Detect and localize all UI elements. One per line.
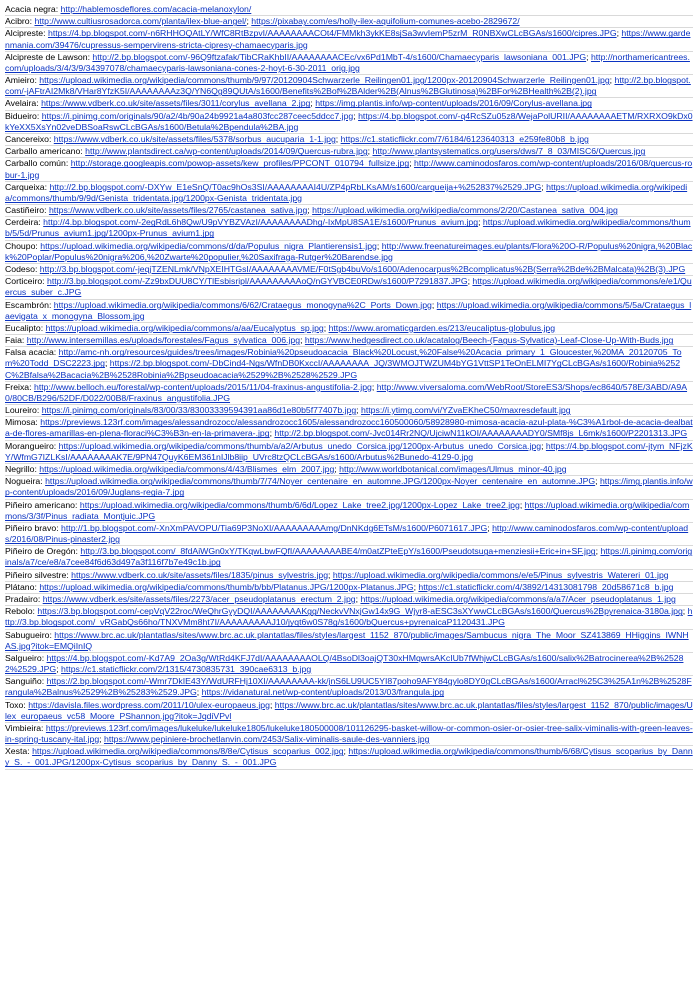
link-separator: ; (355, 594, 361, 605)
image-link[interactable]: https://upload.wikimedia.org/wikipedia/commons/e/e5/Pinus_sylvestris_Watereri_01.jpg (332, 569, 669, 580)
link-separator: ; (335, 134, 341, 145)
species-name: Codeso: (5, 264, 38, 275)
image-link[interactable]: https://4.bp.blogspot.com/-q4RcSZu05z8/WejaPolURII/AAAAAAAAETM/RXRXO9kDx0kYeXX5XsYn02veDBSoaRswCLcBGAs/s1600/Betula%2Bpendula%2BA.jpg (5, 110, 693, 132)
species-name: Avelaira: (5, 98, 39, 109)
link-separator: ; (595, 546, 601, 557)
link-group (5, 746, 693, 767)
image-link[interactable]: https://upload.wikimedia.org/wikipedia/commons/e/e1/Quercus_suber_c.JPG (5, 276, 692, 298)
link-group (40, 264, 685, 274)
link-group (5, 347, 682, 379)
link-separator: ; (323, 322, 329, 333)
link-separator: ; (56, 664, 62, 675)
species-name: Acacia negra: (5, 4, 59, 14)
species-name: Nogueira: (5, 476, 43, 487)
image-link[interactable]: http://storage.googleapis.com/powop-assets/kew_profiles/PPCONT_010794_fullsize.jpg (70, 158, 410, 169)
link-group (27, 335, 674, 345)
link-group (5, 500, 689, 521)
image-link[interactable]: http://2.bp.blogspot.com/-jAFtrAI2Mk8/VHar8YfzK5I/AAAAAAAAz3Q/YN6Qg89QUtA/s1600/Benefits%2Bof%2BAlder%2B(Alnus%2BGlutinosa)%2BFor%2BHealth%2B(2).jpg (5, 75, 691, 97)
list-item (5, 441, 693, 464)
image-link[interactable]: https://upload.wikimedia.org/wikipedia/commons/4/43/Blismes_elm_2007.jpg (39, 464, 335, 475)
species-name: Sabugueiro: (5, 629, 52, 640)
link-separator: ; (376, 240, 382, 251)
species-name: Bidueiro: (5, 110, 40, 121)
link-separator: ; (246, 16, 252, 27)
image-link[interactable]: https://c1.staticflickr.com/7/6184/6123640313_e259fe80b8_b.jpg (340, 134, 589, 145)
link-group (5, 241, 692, 262)
list-item (5, 323, 693, 335)
list-item (5, 700, 693, 723)
species-name: Piñeiro bravo: (5, 522, 59, 533)
link-separator: ; (328, 569, 333, 580)
species-name: Rebolo: (5, 606, 35, 617)
link-separator: ; (682, 606, 688, 617)
link-separator: ; (478, 217, 483, 228)
image-link[interactable]: http://2.bp.blogspot.com/-Jvc014Rr2NQ/UjciwN11kOI/AAAAAAAADY0/SMf8js_L6mk/s1600/P2201313.JPG (274, 428, 688, 439)
image-link[interactable]: https://www.gardenmania.com/39476/cupressus-sempervirens-stricta-cipresy-chamaecyparis.jpg (5, 28, 691, 50)
link-separator: ; (269, 428, 275, 439)
list-item (5, 134, 693, 146)
list-item (5, 300, 693, 323)
image-link[interactable]: https://upload.wikimedia.org/wikipedia/commons/thumb/5/5d/Prunus_avium1.jpg/1200px-Prunus_avium1.jpg (5, 217, 691, 239)
image-link[interactable]: https://www.brc.ac.uk/plantatlas/sites/www.brc.ac.uk.plantatlas/files/styles/largest_1152_870/public/images/Ulex_europaeus_vc58_Moore_PShannon.jpg?itok=JqdiVPvl (5, 699, 693, 721)
link-group (61, 4, 252, 14)
image-link[interactable]: https://img.plantis.info/wp-content/uploads/2016/09/Juglans-regia-7.jpg (5, 476, 693, 498)
image-link[interactable]: http://2.bp.blogspot.com/-96Q9ftzafak/TibCRaKhbII/AAAAAAAACEc/vx6Pd1MbT-4/s1600/Chamaecyparis_lawsoniana_001.JPG (92, 51, 587, 62)
link-group (5, 75, 691, 96)
link-separator: ; (616, 28, 622, 39)
image-link[interactable]: https://upload.wikimedia.org/wikipedia/commons/a/a7/Acer_pseudoplatanus_1.jpg (360, 594, 676, 605)
image-link[interactable]: http://2.bp.blogspot.com/-DXYw_E1eSnQ/T0ac9hOs3SI/AAAAAAAAI4U/ZP4pRbLKsAM/s1600/carqueija+%252837%2529.JPG (49, 181, 542, 192)
image-link[interactable]: https://upload.wikimedia.org/wikipedia/commons/thumb/9/97/20120904Schwarzerle_Reilingen01.jpg/1200px-20120904Schwarzerle_Reilingen01.jpg (39, 75, 610, 86)
link-group (5, 28, 690, 49)
link-separator: ; (343, 746, 349, 757)
species-name: Castiñeiro: (5, 205, 47, 216)
link-group (85, 146, 645, 156)
list-item (5, 205, 693, 217)
list-item (5, 264, 693, 276)
link-group (5, 606, 692, 627)
link-separator: ; (356, 405, 361, 416)
species-name: Plátano: (5, 581, 37, 592)
link-group (5, 111, 693, 132)
species-name: Vimbieira: (5, 722, 44, 733)
species-name: Escambrón: (5, 299, 52, 310)
image-link[interactable]: https://www.vdberk.co.uk/site/assets/files/2765/castanea_sativa.jpg (48, 205, 308, 216)
link-group (5, 276, 692, 297)
list-item (5, 335, 693, 347)
image-link[interactable]: https://vidanatural.net/wp-content/uploads/2013/03/frangula.jpg (201, 687, 445, 698)
species-name: Mimosa: (5, 417, 38, 428)
list-item (5, 523, 693, 546)
link-group (34, 16, 519, 26)
link-list-document (5, 4, 693, 770)
image-link[interactable]: https://2.bp.blogspot.com/-Wmr7DkIE43Y/WdURFHj10XI/AAAAAAAA-kk/jnS6LU9UC5YI87poho9AFY84gylo8DY0gCLcBGAs/s1600/Arracl%25C3%25A1n%2B%2528Frangula%2Balnus%2529%2B%25283%2529.JPG (5, 676, 692, 698)
image-link[interactable]: https://www.vdberk.es/site/assets/files/2273/acer_pseudoplatanus_erectum_2.jpg (42, 594, 356, 605)
image-link[interactable]: https://upload.wikimedia.org/wikipedia/commons/thumb/6/6d/Lopez_Lake_tree2.jpg/1200px-Lopez_Lake_tree2.jpg (79, 499, 520, 510)
species-name: Faia: (5, 335, 25, 346)
species-name: Toxo: (5, 699, 26, 710)
link-group (5, 546, 692, 567)
link-group (5, 653, 683, 674)
link-separator: ; (196, 687, 202, 698)
image-link[interactable]: http://3.bp.blogspot.com/-jeqjTZENLmk/VNpXEIHTGsI/AAAAAAAAVME/F0tSgb4buVo/s1600/Adenocarpus%2Bcomplicatus%2B(Serra%2Bde%2BMalcata)%2B(3).JPG (39, 264, 686, 275)
list-item (5, 217, 693, 240)
species-name: Corticeiro: (5, 276, 45, 287)
link-group (39, 582, 673, 592)
list-item (5, 347, 693, 381)
link-group (5, 182, 687, 203)
link-separator: ; (300, 335, 305, 346)
image-link[interactable]: http://3.bp.blogspot.com/_8fdAiWGn0xY/TKqwLbwFQfI/AAAAAAAABE4/m0atZPteEpY/s1600/Pseudotsuga+menziesii+Eric+in+SF.jpg (80, 546, 596, 557)
image-link[interactable]: https://upload.wikimedia.org/wikipedia/commons/thumb/a/a2/Arbutus_unedo_Corsica.jpg/1200px-Arbutus_unedo_Corsica.jpg (58, 440, 542, 451)
image-link[interactable]: https://i.pinimg.com/originals/90/a2/4b/90a24b9921a4a803fcc287ceec5ddcc7.jpg (41, 110, 354, 121)
image-link[interactable]: https://www.hedgesdirect.co.uk/acatalog/Beech-(Fagus-Sylvatica)-Leaf-Close-Up-With-Buds.jpg (304, 335, 674, 346)
link-group (42, 405, 571, 415)
image-link[interactable]: http://www.caminodosfaros.com/wp-content/uploads/2016/08/Pinus-pinaster2.jpg (5, 522, 689, 545)
link-separator: ; (334, 464, 340, 475)
list-item (5, 594, 693, 606)
list-item (5, 723, 693, 746)
species-name: Carqueixa: (5, 181, 48, 192)
species-name: Piñeiro silvestre: (5, 569, 69, 580)
species-name: Pradairo: (5, 594, 41, 605)
image-link[interactable]: https://i.pinimg.com/originals/83/00/33/83003339594391aa86d1e80b5f77407b.jpg (41, 405, 357, 416)
image-link[interactable]: https://4.bp.blogspot.com/-Kd7A9_2Oa3g/WtRd4KFJ7dI/AAAAAAAAOLQ/4BsoDl3oajQT30xHMqwrsAKcIUb7fWhjwCLcBGAs/s1600/salix%2Batrocinerea%2B%25282%2529.JPG (5, 652, 684, 675)
image-link[interactable]: https://www.pepiniere-brochetlanvin.com/2453/Salix-viminalis-saule-des-vanniers.jpg (103, 734, 430, 745)
list-item (5, 746, 693, 769)
image-link[interactable]: http://3.bp.blogspot.com/-Zz9bxDUU8CY/TlEsbisripl/AAAAAAAAAoQ/nGYVBCE0RDw/s1600/P7291837.JPG (47, 276, 468, 287)
link-group (5, 441, 693, 462)
link-group (54, 134, 589, 144)
list-item (5, 653, 693, 676)
list-item (5, 111, 693, 134)
image-link[interactable]: https://upload.wikimedia.org/wikipedia/commons/6/62/Crataegus_monogyna%2C_Ports_Down.jpg (53, 299, 432, 310)
image-link[interactable]: http://www.plantsdirect.ca/wp-content/uploads/2014/09/Quercus-rubra.jpg (85, 146, 368, 157)
image-link[interactable]: http://www.intersemillas.es/uploads/forestales/Fagus_sylvatica_006.jpg (26, 335, 301, 346)
link-separator: ; (609, 75, 615, 86)
image-link[interactable]: http://hablemosdeflores.com/acacia-melanoxylon/ (60, 4, 252, 14)
link-separator: ; (307, 205, 313, 216)
link-group (5, 723, 693, 744)
list-item (5, 158, 693, 181)
list-item (5, 52, 693, 75)
list-item (5, 546, 693, 569)
species-name: Choupo: (5, 240, 38, 251)
image-link[interactable]: https://www.vdberk.co.uk/site/assets/files/5378/sorbus_aucuparia_1-1.jpg (53, 134, 336, 145)
list-item (5, 500, 693, 523)
image-link[interactable]: https://upload.wikimedia.org/wikipedia/commons/8/8e/Cytisus_scoparius_002.jpg (32, 746, 344, 757)
image-link[interactable]: https://upload.wikimedia.org/wikipedia/commons/d/da/Populus_nigra_Plantierensis1.jpg (40, 240, 377, 251)
list-item (5, 382, 693, 405)
image-link[interactable]: https://i.pinimg.com/originals/a7/ce/e8/a7cee84f6d63d497a3f116f7b7e49c1b.jpg (5, 546, 693, 568)
image-link[interactable]: http://northamericantrees.com/uploads/3/4/3/9/34397078/chamaecyparis-lawsoniana-cones-2-hoyt-6-30-2011_orig.jpg (5, 51, 690, 73)
species-name: Falsa acacia: (5, 347, 57, 358)
link-separator: ; (99, 734, 104, 745)
species-name: Amieiro: (5, 75, 37, 86)
link-separator: ; (431, 299, 437, 310)
link-separator: ; (409, 158, 415, 169)
species-name: Alcipreste: (5, 28, 46, 39)
link-separator: ; (413, 581, 419, 592)
link-group (5, 417, 693, 438)
image-link[interactable]: https://upload.wikimedia.org/wikipedia/commons/3/3f/Pinus_radiata_Montjuic.JPG (5, 499, 690, 521)
species-name: Xesta: (5, 746, 30, 757)
image-link[interactable]: http://1.bp.blogspot.com/-XnXmPAVOPU/Tia69P3NoXI/AAAAAAAAAmg/DnNKdg6ETsM/s1600/P6071617.JPG (61, 522, 488, 533)
image-link[interactable]: https://www.vdberk.co.uk/site/assets/files/3011/corylus_avellana_2.jpg (41, 98, 311, 109)
link-separator: ; (353, 110, 359, 121)
image-link[interactable]: https://3.bp.blogspot.com/-cepVqV22roc/WeQhrGyyDQI/AAAAAAAAKgg/NeckvVNxjGw14x9G_Wjyr8-aESC3sXYwwCLcBGAs/s1600/Quercus%2Bpyrenaica-3180a.jpg (37, 606, 683, 617)
image-link[interactable]: http://amc-nh.org/resources/guides/trees/images/Robinia%20pseudoacacia_Black%20Locust,%20False%20Acacia_primary_1_Gloucester,%20MA_20120705_Tom%20Todd_DSC2223.jpg (5, 347, 682, 369)
list-item (5, 405, 693, 417)
image-link[interactable]: https://upload.wikimedia.org/wikipedia/commons/thumb/9/9d/Genista_tridentata.jpg/1200px-Genista_tridentata.jpg (5, 181, 688, 203)
image-link[interactable]: http://www.freenatureimages.eu/plants/Flora%20O-R/Populus%20nigra,%20Black%20Poplar/Populus%20nigra%206,%20Zwarte%20populier,%20Saxifraga-Rutger%20Barendse.jpg (5, 240, 693, 262)
link-separator: ; (371, 381, 377, 392)
link-group (5, 217, 691, 238)
image-link[interactable]: https://upload.wikimedia.org/wikipedia/commons/5/5a/Crataegus_laevigata_x_monogyna_Blossom.jpg (5, 299, 692, 321)
link-group (5, 700, 693, 721)
image-link[interactable]: https://img.plantis.info/wp-content/uploads/2016/09/Corylus-avellana.jpg (315, 98, 592, 109)
link-group (5, 158, 692, 179)
image-link[interactable]: https://upload.wikimedia.org/wikipedia/commons/thumb/b/bb/Platanus.JPG/1200px-Platanus.JPG (39, 581, 414, 592)
list-item (5, 417, 693, 440)
link-separator: ; (519, 499, 525, 510)
link-group (71, 570, 668, 580)
list-item (5, 4, 693, 16)
link-group (43, 594, 676, 604)
species-name: Salgueiro: (5, 652, 45, 663)
image-link[interactable]: http://www.viversaloma.com/WebRoot/StoreES3/Shops/ec8640/578E/3ABD/A9A0/80CB/B296/52DF/D022/00B8/Fraxinus_angustifolia.JPG (5, 381, 688, 403)
image-link[interactable]: https://4.bp.blogspot.com/-jtym_NFjzKY/WfmG7IZLKsI/AAAAAAAAK7E/9PN47QuyK6EM361nIJlb8iip_UVrc8tzQCLcBGAs/s1600/Arbutus%2Bunedo-4129-0.jpg (5, 440, 693, 462)
image-link[interactable]: http://www.caminodosfaros.com/wp-content/uploads/2016/08/quercus-robur-1.jpg (5, 158, 693, 180)
image-link[interactable]: http://www.cultiusrosadorca.com/planta/ilex-blue-angel/ (34, 16, 247, 27)
link-separator: ; (586, 51, 591, 62)
species-name: Carballo común: (5, 158, 69, 169)
link-separator: ; (269, 699, 275, 710)
link-group (5, 300, 691, 321)
link-separator: ; (595, 476, 600, 487)
link-group (39, 464, 566, 474)
image-link[interactable]: https://2.bp.blogspot.com/-DbCind4-Ngs/WfnDB0KxccI/AAAAAAAA_JQ/3WMOJTWZUM4bYG1VttSP1TeOnELMI7YgCLcBGAs/s1600/Robinia%252C%2Bfalsa%2Bacacia%2B%2528Robinia%2Bpseudoacacia%2529%2B%2528%2529.JPG (5, 358, 681, 380)
image-link[interactable]: http://4.bp.blogspot.com/-2egRdL6h8Qw/U9pVYBZVAzI/AAAAAAAADhg/-IxMpU8SA1E/s1600/Prunus_avium.jpg (43, 217, 479, 228)
species-name: Morangueiro: (5, 440, 57, 451)
list-item (5, 16, 693, 28)
link-group (5, 676, 692, 697)
species-name: Cerdeira: (5, 217, 41, 228)
list-item (5, 98, 693, 110)
image-link[interactable]: https://pixabay.com/es/holly-ilex-aquifolium-comunes-acebo-2829672/ (251, 16, 520, 27)
image-link[interactable]: https://upload.wikimedia.org/wikipedia/commons/thumb/6/68/Cytisus_scoparius_by_Danny_S._-_001.JPG/1200px-Cytisus_scoparius_by_Danny_S._-_001.JPG (5, 746, 693, 768)
list-item (5, 676, 693, 699)
link-group (5, 382, 687, 403)
link-group (46, 323, 555, 333)
image-link[interactable]: https://previews.123rf.com/images/alessandrozocc/alessandrozocc1605/alessandrozocc160500060/58928980-mimosa-acacia-azul-plata-%C3%A1rbol-de-acacia-dealbata-de-flores-amarillas-en-plena-floraci%C3%B3n-en-la-primavera-.jpg (5, 417, 693, 439)
image-link[interactable]: https://previews.123rf.com/images/lukeluke/lukeluke1805/lukeluke180500008/101126295-basket-willow-or-common-osier-or-osier-tree-salix-viminalis-with-green-leaves-in-spring-tuscany-ital.jpg (5, 722, 693, 745)
list-item (5, 606, 693, 629)
link-separator: ; (541, 181, 547, 192)
list-item (5, 582, 693, 594)
list-item (5, 276, 693, 299)
link-group (5, 52, 690, 73)
image-link[interactable]: http://www.belloch.eu/forestal/wp-content/uploads/2015/11/04-fraxinus-angustifolia-2.jpg (33, 381, 372, 392)
link-group (5, 523, 688, 544)
image-link[interactable]: https://c1.staticflickr.com/2/1315/4730835731_390cae6313_b.jpg (61, 664, 312, 675)
image-link[interactable]: https://www.aromaticgarden.es/213/eucaliptus-globulus.jpg (328, 322, 556, 333)
link-group (5, 630, 689, 651)
list-item (5, 630, 693, 653)
image-link[interactable]: https://upload.wikimedia.org/wikipedia/commons/2/20/Castanea_sativa_004.jpg (312, 205, 618, 216)
image-link[interactable]: http://www.worldbotanical.com/images/Ulmus_minor-40.jpg (339, 464, 567, 475)
image-link[interactable]: https://www.brc.ac.uk/plantatlas/sites/www.brc.ac.uk.plantatlas/files/styles/largest_1152_870/public/images/Sambucus_nigra_The_Moor_SZ413869_HHiggins_IWNHAS.jpg?itok=EMQiInIQ (5, 629, 689, 651)
species-name: Piñeiro de Oregón: (5, 546, 78, 557)
species-name: Eucalipto: (5, 322, 44, 333)
species-name: Acibro: (5, 16, 33, 27)
link-group (5, 476, 693, 497)
image-link[interactable]: https://upload.wikimedia.org/wikipedia/commons/a/aa/Eucalyptus_sp.jpg (45, 322, 324, 333)
species-name: Sanguiño: (5, 676, 45, 687)
list-item (5, 75, 693, 98)
link-separator: ; (541, 440, 546, 451)
image-link[interactable]: http://3.bp.blogspot.com/_vRGabQs66ho/TNXVMm8ht7I/AAAAAAAAAJ10/jyqt6w0S78g/s1600/bQuercus+pyrenaicaP1120431.JPG (5, 606, 693, 628)
image-link[interactable]: https://upload.wikimedia.org/wikipedia/commons/thumb/7/74/Noyer_centenaire_en_automne.JPG/1200px-Noyer_centenaire_en_automne.JPG (45, 476, 596, 487)
species-name: Carballo americano: (5, 146, 83, 157)
species-name: Cancereixo: (5, 134, 52, 145)
link-separator: ; (467, 276, 473, 287)
image-link[interactable]: https://c1.staticflickr.com/4/3892/14313081798_20d58671c8_b.jpg (418, 581, 674, 592)
image-link[interactable]: https://www.vdberk.co.uk/site/assets/files/1835/pinus_sylvestris.jpg (71, 569, 329, 580)
link-group (49, 205, 618, 215)
species-name: Loureiro: (5, 405, 40, 416)
link-separator: ; (104, 358, 110, 369)
list-item (5, 241, 693, 264)
link-separator: ; (367, 146, 373, 157)
species-name: Negrillo: (5, 464, 37, 475)
species-name: Piñeiro americano: (5, 499, 78, 510)
link-group (41, 98, 592, 108)
list-item (5, 476, 693, 499)
list-item (5, 464, 693, 476)
list-item (5, 182, 693, 205)
species-name: Freixa: (5, 381, 32, 392)
list-item (5, 28, 693, 51)
image-link[interactable]: https://4.bp.blogspot.com/-n6RHHOQAtLY/WfC8RtBzpvI/AAAAAAAACOt4/FMMkh3ykKE8sjSa3wvIemP5zrM_R0NBXwCLcBGAs/s1600/cipres.JPG (47, 28, 617, 39)
image-link[interactable]: http://www.plantsystematics.org/users/dws/7_8_03/MISC6/Quercus.jpg (372, 146, 646, 157)
list-item (5, 570, 693, 582)
species-name: Alcipreste de Lawson: (5, 51, 90, 62)
link-separator: ; (487, 522, 493, 533)
image-link[interactable]: https://i.ytimg.com/vi/YZvaEKheC50/maxresdefault.jpg (361, 405, 571, 416)
list-item (5, 146, 693, 158)
link-separator: ; (310, 98, 316, 109)
image-link[interactable]: https://davisla.files.wordpress.com/2011/10/ulex-europaeus.jpg (28, 699, 270, 710)
